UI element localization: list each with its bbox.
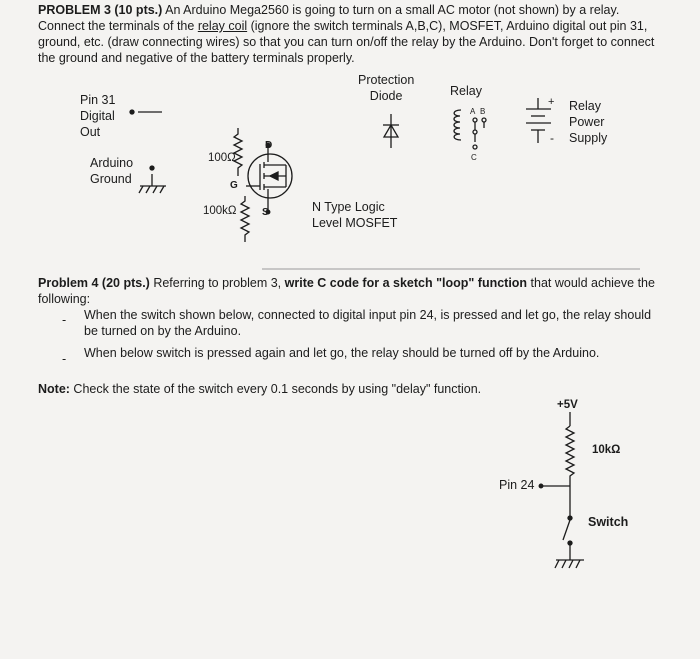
switch-lever bbox=[563, 520, 570, 540]
switch-label: Switch bbox=[588, 515, 629, 529]
relay-power-supply-label: Relay Power Supply bbox=[569, 99, 608, 145]
resistor-10k-label: 10kΩ bbox=[592, 444, 621, 456]
switch-bottom-contact bbox=[568, 541, 572, 545]
mosfet-drain-label: D bbox=[265, 140, 273, 151]
mosfet-gate-label: G bbox=[230, 180, 238, 191]
relay-coil-text: relay coil bbox=[197, 19, 248, 33]
resistor-10k-symbol bbox=[566, 426, 574, 490]
note-label: Note: bbox=[38, 382, 70, 396]
relay-b-label: B bbox=[480, 107, 486, 116]
problem4-text-a: Referring to problem 3, bbox=[149, 276, 285, 290]
protection-diode-label: Protection Diode bbox=[358, 73, 415, 103]
mosfet-source-label: S bbox=[262, 207, 269, 218]
relay-a-label: A bbox=[470, 107, 476, 116]
pin31-label: Pin 31 Digital Out bbox=[80, 93, 116, 139]
resistor-100k-label: 100kΩ bbox=[203, 205, 237, 217]
pin24-label: Pin 24 bbox=[499, 478, 535, 492]
bullet-dash-2: - bbox=[62, 352, 67, 366]
pin24-node bbox=[539, 484, 543, 488]
arduino-ground-label: Arduino Ground bbox=[90, 156, 134, 186]
resistor-100-label: 100Ω bbox=[208, 152, 236, 164]
problem3-heading: PROBLEM 3 (10 pts.) bbox=[38, 3, 163, 17]
switch-top-contact bbox=[568, 516, 572, 520]
problem4-text-b: that would achieve the following: bbox=[38, 276, 655, 306]
switch-ground-symbol bbox=[555, 560, 584, 568]
battery-plus-label: + bbox=[548, 96, 555, 108]
bullet-dash-1: - bbox=[62, 313, 67, 327]
mosfet-label: N Type Logic Level MOSFET bbox=[312, 200, 398, 230]
problem4-bullet-2: When below switch is pressed again and let go, the relay should be turned off by the Arduino. bbox=[84, 346, 600, 360]
problem4-heading: Problem 4 (20 pts.) bbox=[38, 276, 150, 290]
problem4-bullet-1: When the switch shown below, connected to digital input pin 24, is pressed and let go, the relay should be turned on by the Arduino. bbox=[84, 308, 652, 338]
relay-c-label: C bbox=[471, 153, 477, 162]
note-text: Check the state of the switch every 0.1 seconds by using "delay" function. bbox=[69, 382, 482, 396]
vcc-label: +5V bbox=[557, 399, 578, 411]
problem3-text-b: (ignore the switch terminals A,B,C), MOSFET, Arduino digital out pin 31, ground, etc. (draw connecting wires) so that you can turn on/off the relay by the Arduino. Don't forget to connect the ground and negative of the battery terminals properly. bbox=[38, 19, 655, 65]
relay-label: Relay bbox=[450, 84, 482, 98]
problem4-bold-part: write C code for a sketch "loop" function bbox=[284, 276, 528, 290]
battery-minus-label: - bbox=[550, 131, 554, 145]
problem3-text-a: An Arduino Mega2560 is going to turn on a small AC motor (not shown) by a relay. Connect the terminals of the bbox=[38, 3, 620, 33]
